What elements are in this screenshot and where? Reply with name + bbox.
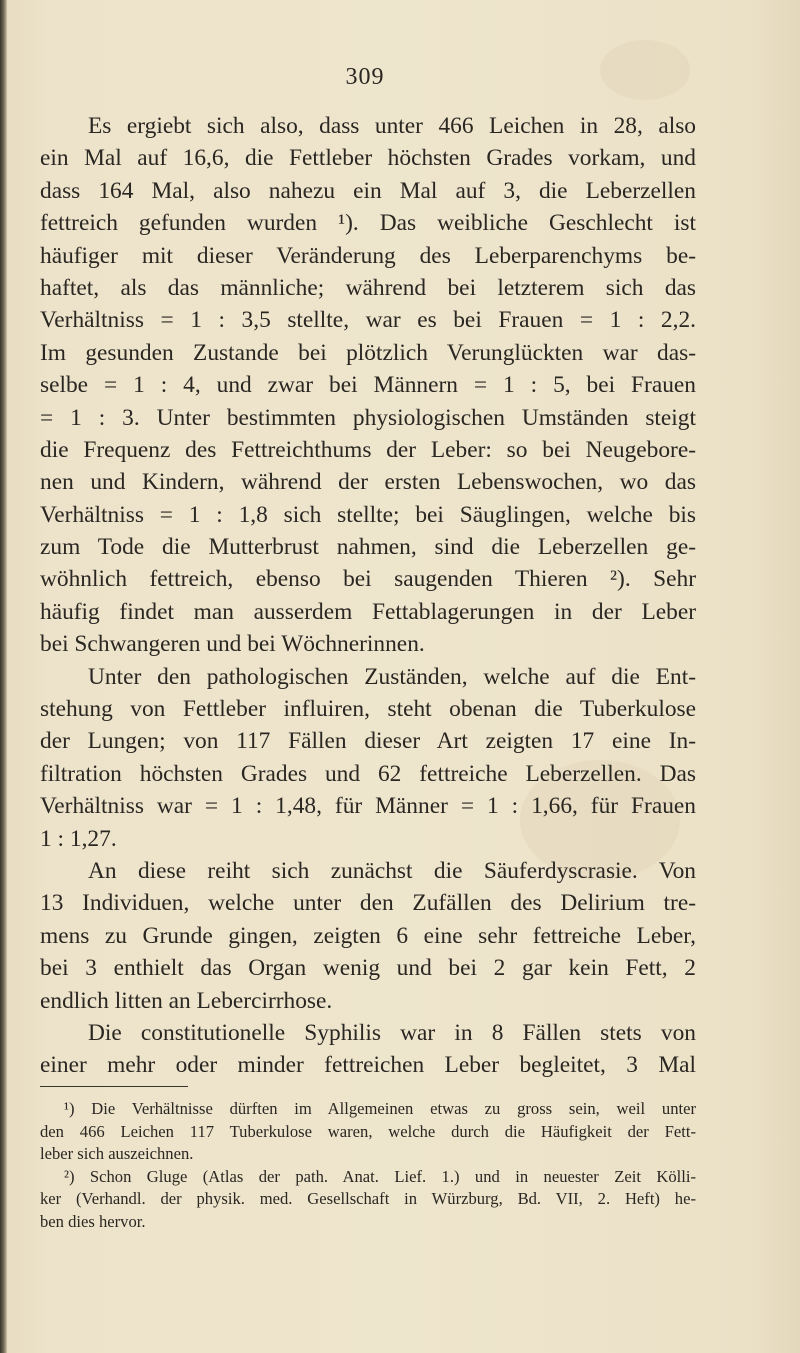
text-line: filtration höchsten Grades und 62 fettreiche Leberzellen. Das — [40, 760, 696, 787]
text-line: bei Schwangeren und bei Wöchnerinnen. — [40, 631, 425, 658]
text-line: ²) Schon Gluge (Atlas der path. Anat. Lief. 1.) und in neuester Zeit Kölli- — [64, 1166, 696, 1186]
footnote — [40, 1098, 696, 1166]
text-line: endlich litten an Lebercirrhose. — [40, 987, 333, 1014]
text-line: den 466 Leichen 117 Tuberkulose waren, welche durch die Häufigkeit der Fett- — [40, 1121, 696, 1141]
text-line: Verhältniss = 1 : 3,5 stellte, war es bei Frauen = 1 : 2,2. — [40, 307, 696, 334]
text-line: Im gesunden Zustande bei plötzlich Verunglückten war das- — [40, 339, 696, 366]
text-line: An diese reiht sich zunächst die Säuferdyscrasie. Von — [88, 857, 696, 884]
footnote-rule — [40, 1086, 188, 1087]
text-line: Unter den pathologischen Zuständen, welche auf die Ent- — [88, 663, 696, 690]
text-line: häufiger mit dieser Veränderung des Leberparenchyms be- — [40, 242, 696, 269]
text-line: fettreich gefunden wurden ¹). Das weibliche Geschlecht ist — [40, 210, 696, 237]
text-line: bei 3 enthielt das Organ wenig und bei 2 gar kein Fett, 2 — [40, 955, 696, 982]
text-line: dass 164 Mal, also nahezu ein Mal auf 3, die Leberzellen — [40, 177, 696, 204]
footnotes — [40, 1098, 696, 1233]
text-line: Die constitutionelle Syphilis war in 8 Fällen stets von — [88, 1019, 696, 1046]
footnote — [40, 1166, 696, 1234]
text-line: ¹) Die Verhältnisse dürften im Allgemeinen etwas zu gross sein, weil unter — [64, 1099, 696, 1118]
text-line: = 1 : 3. Unter bestimmten physiologischen Umständen steigt — [40, 404, 696, 431]
paragraph — [40, 1017, 696, 1082]
text-line: Verhältniss = 1 : 1,8 sich stellte; bei Säuglingen, welche bis — [40, 501, 696, 528]
text-line: Verhältniss war = 1 : 1,48, für Männer = 1 : 1,66, für Frauen — [40, 793, 696, 820]
paragraph — [40, 661, 696, 855]
text-line: zum Tode die Mutterbrust nahmen, sind die Leberzellen ge- — [40, 534, 696, 561]
text-line: die Frequenz des Fettreichthums der Leber: so bei Neugebore- — [40, 436, 696, 463]
text-line: stehung von Fettleber influiren, steht obenan die Tuberkulose — [40, 696, 696, 723]
text-line: ein Mal auf 16,6, die Fettleber höchsten Grades vorkam, und — [40, 145, 696, 172]
text-line: der Lungen; von 117 Fällen dieser Art zeigten 17 eine In- — [40, 728, 696, 755]
text-line: 13 Individuen, welche unter den Zufällen des Delirium tre- — [40, 890, 696, 917]
text-line: einer mehr oder minder fettreichen Leber begleitet, 3 Mal — [40, 1052, 696, 1079]
book-spine-shadow — [0, 0, 7, 1353]
text-line: wöhnlich fettreich, ebenso bei saugenden Thieren ²). Sehr — [40, 566, 696, 593]
text-line: 1 : 1,27. — [40, 825, 117, 852]
text-line: mens zu Grunde gingen, zeigten 6 eine sehr fettreiche Leber, — [40, 922, 696, 949]
text-line: ker (Verhandl. der physik. med. Gesellschaft in Würzburg, Bd. VII, 2. Heft) he- — [40, 1189, 696, 1208]
page-number: 309 — [345, 64, 385, 90]
text-line: selbe = 1 : 4, und zwar bei Männern = 1 : 5, bei Frauen — [40, 372, 696, 399]
text-line: ben dies hervor. — [40, 1211, 146, 1231]
paragraph — [40, 110, 696, 661]
body-text — [40, 110, 696, 1082]
text-line: nen und Kindern, während der ersten Lebenswochen, wo das — [40, 469, 696, 496]
text-line: häufig findet man ausserdem Fettablagerungen in der Leber — [40, 598, 696, 625]
text-line: Es ergiebt sich also, dass unter 466 Leichen in 28, also — [88, 113, 696, 139]
text-line: leber sich auszeichnen. — [40, 1144, 194, 1163]
text-line: haftet, als das männliche; während bei letzterem sich das — [40, 274, 696, 301]
paragraph — [40, 855, 696, 1017]
